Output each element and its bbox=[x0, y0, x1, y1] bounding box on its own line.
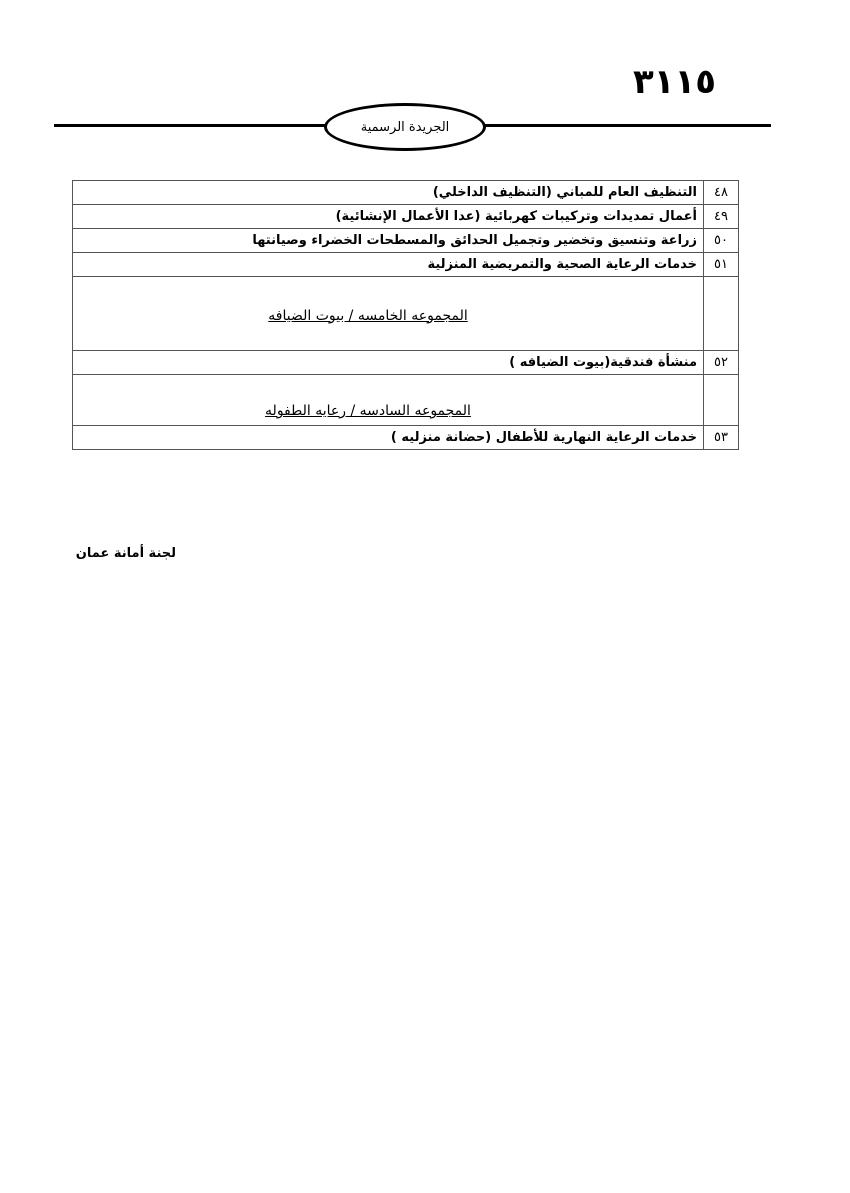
group-heading-row bbox=[73, 277, 739, 351]
table-row bbox=[73, 181, 739, 205]
group-heading-cell bbox=[73, 277, 704, 351]
row-text: خدمات الرعاية النهارية للأطفال (حضانة منزليه ) bbox=[73, 426, 704, 450]
page-number: ٣١١٥ bbox=[632, 62, 716, 102]
table-row bbox=[73, 351, 739, 375]
empty-number-cell bbox=[704, 277, 739, 351]
group-six-heading: المجموعه السادسه / رعايه الطفوله bbox=[265, 403, 471, 419]
gazette-header-oval bbox=[324, 103, 486, 151]
row-text: التنظيف العام للمباني (التنظيف الداخلي) bbox=[73, 181, 704, 205]
row-number: ٥٠ bbox=[704, 229, 739, 253]
row-number: ٤٩ bbox=[704, 205, 739, 229]
gazette-name: الجريدة الرسمية bbox=[360, 119, 450, 135]
table-row bbox=[73, 426, 739, 450]
table-row bbox=[73, 229, 739, 253]
row-text: خدمات الرعاية الصحية والتمريضية المنزلية bbox=[73, 253, 704, 277]
row-number: ٥٣ bbox=[704, 426, 739, 450]
empty-number-cell bbox=[704, 375, 739, 426]
group-heading-cell bbox=[73, 375, 704, 426]
group-five-heading: المجموعه الخامسه / بيوت الضيافه bbox=[268, 307, 468, 324]
table-row bbox=[73, 205, 739, 229]
row-text: منشأة فندقية(بيوت الضيافه ) bbox=[73, 351, 704, 375]
row-number: ٥١ bbox=[704, 253, 739, 277]
row-number: ٥٢ bbox=[704, 351, 739, 375]
activities-table bbox=[72, 180, 739, 450]
table-row bbox=[73, 253, 739, 277]
row-text: أعمال تمديدات وتركيبات كهربائية (عدا الأعمال الإنشائية) bbox=[73, 205, 704, 229]
group-heading-row bbox=[73, 375, 739, 426]
row-text: زراعة وتنسيق وتخضير وتجميل الحدائق والمسطحات الخضراء وصيانتها bbox=[73, 229, 704, 253]
committee-signature: لجنة أمانة عمان bbox=[75, 546, 176, 561]
row-number: ٤٨ bbox=[704, 181, 739, 205]
